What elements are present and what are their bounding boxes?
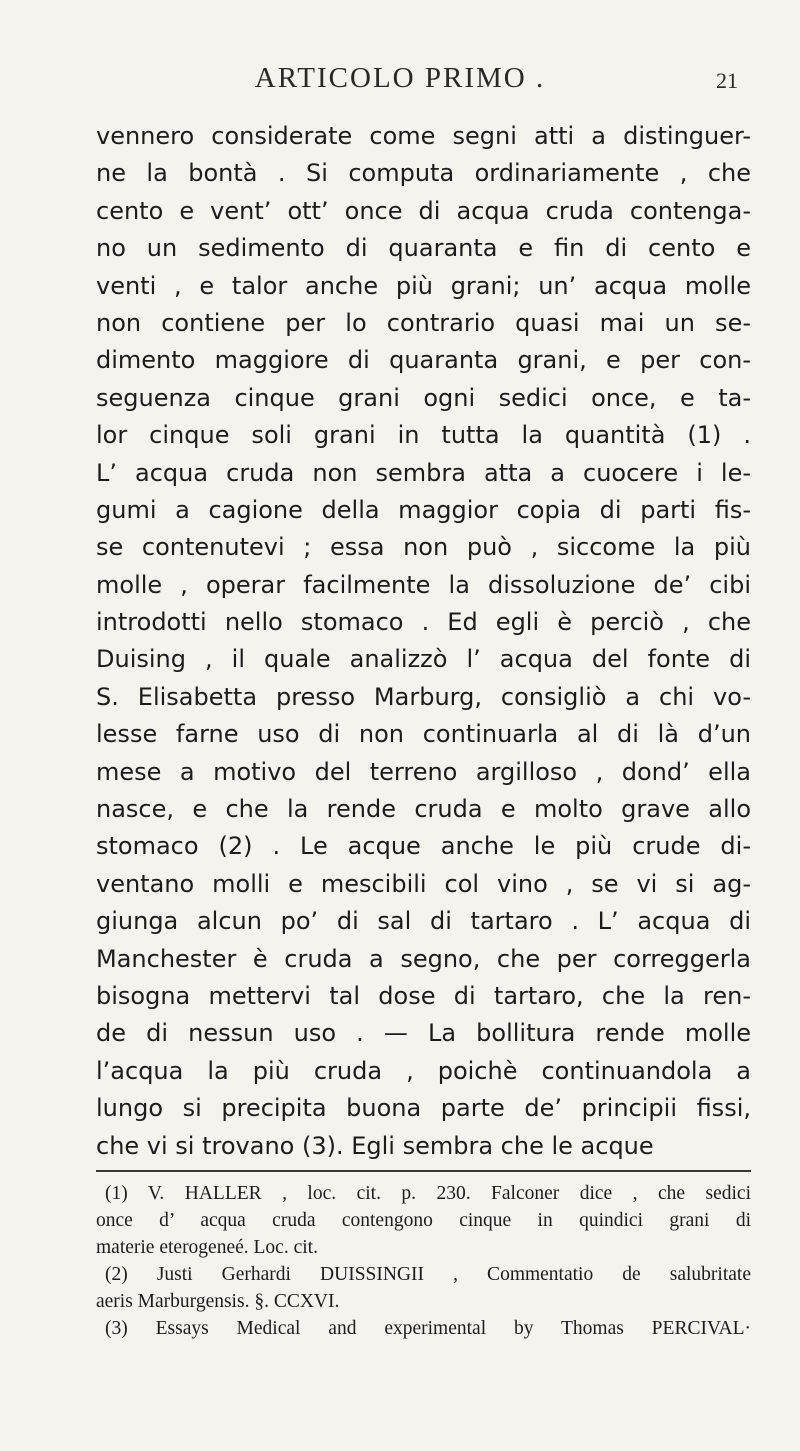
text-line: nasce, e che la rende cruda e molto grave allo: [96, 795, 751, 824]
body-text: [96, 118, 751, 1165]
text-line: no un sedimento di quaranta e fin di cento e: [96, 234, 751, 263]
text-line: se contenutevi ; essa non può , siccome la più: [96, 533, 751, 562]
footnote-line: (2) Justi Gerhardi DUISSINGII , Commentatio de salubritate: [105, 1264, 751, 1285]
text-line: introdotti nello stomaco . Ed egli è perciò , che: [96, 608, 751, 637]
text-line: gumi a cagione della maggior copia di parti fis-: [96, 495, 751, 524]
text-line: venti , e talor anche più grani; un’ acqua molle: [96, 271, 751, 300]
text-line: seguenza cinque grani ogni sedici once, e ta-: [96, 383, 751, 412]
text-line: lungo si precipita buona parte de’ principii fissi,: [96, 1094, 751, 1123]
footnote-line: (1) V. HALLER , loc. cit. p. 230. Falconer dice , che sedici: [105, 1183, 751, 1204]
text-line: mese a motivo del terreno argilloso , dond’ ella: [96, 757, 751, 786]
footnote-line: aeris Marburgensis. §. CCXVI.: [96, 1291, 340, 1312]
text-line: lesse farne uso di non continuarla al di là d’un: [96, 720, 751, 749]
text-line: molle , operar facilmente la dissoluzione de’ cibi: [96, 570, 751, 599]
text-line: L’ acqua cruda non sembra atta a cuocere i le-: [96, 458, 751, 487]
running-head: [0, 62, 800, 102]
text-line: giunga alcun po’ di sal di tartaro . L’ acqua di: [96, 907, 751, 936]
text-line: de di nessun uso . — La bollitura rende molle: [96, 1019, 751, 1048]
text-line: non contiene per lo contrario quasi mai un se-: [96, 308, 751, 337]
text-line: stomaco (2) . Le acque anche le più crude di-: [96, 832, 751, 861]
running-title: ARTICOLO PRIMO .: [254, 62, 546, 94]
footnotes: [96, 1180, 751, 1342]
text-line: lor cinque soli grani in tutta la quantità (1) .: [96, 421, 751, 450]
footnote-line: materie eterogeneé. Loc. cit.: [96, 1237, 318, 1258]
text-line: ventano molli e mescibili col vino , se vi si ag-: [96, 869, 751, 898]
text-line: l’acqua la più cruda , poichè continuandola a: [96, 1056, 751, 1085]
text-line: ne la bontà . Si computa ordinariamente , che: [96, 159, 751, 188]
footnote-line: once d’ acqua cruda contengono cinque in quindici grani di: [96, 1210, 751, 1231]
text-line: che vi si trovano (3). Egli sembra che le acque: [96, 1131, 654, 1160]
text-line: cento e vent’ ott’ once di acqua cruda contenga-: [96, 196, 751, 225]
text-line: Manchester è cruda a segno, che per correggerla: [96, 944, 751, 973]
text-line: vennero considerate come segni atti a distinguer-: [96, 122, 751, 150]
text-line: dimento maggiore di quaranta grani, e per con-: [96, 346, 751, 375]
page-number: 21: [716, 68, 738, 93]
footnote-divider: [96, 1170, 751, 1172]
text-line: S. Elisabetta presso Marburg, consigliò a chi vo-: [96, 682, 751, 711]
footnote-line: (3) Essays Medical and experimental by Thomas PERCIVAL·: [105, 1318, 751, 1339]
text-line: bisogna mettervi tal dose di tartaro, che la ren-: [96, 981, 751, 1010]
text-line: Duising , il quale analizzò l’ acqua del fonte di: [96, 645, 751, 674]
